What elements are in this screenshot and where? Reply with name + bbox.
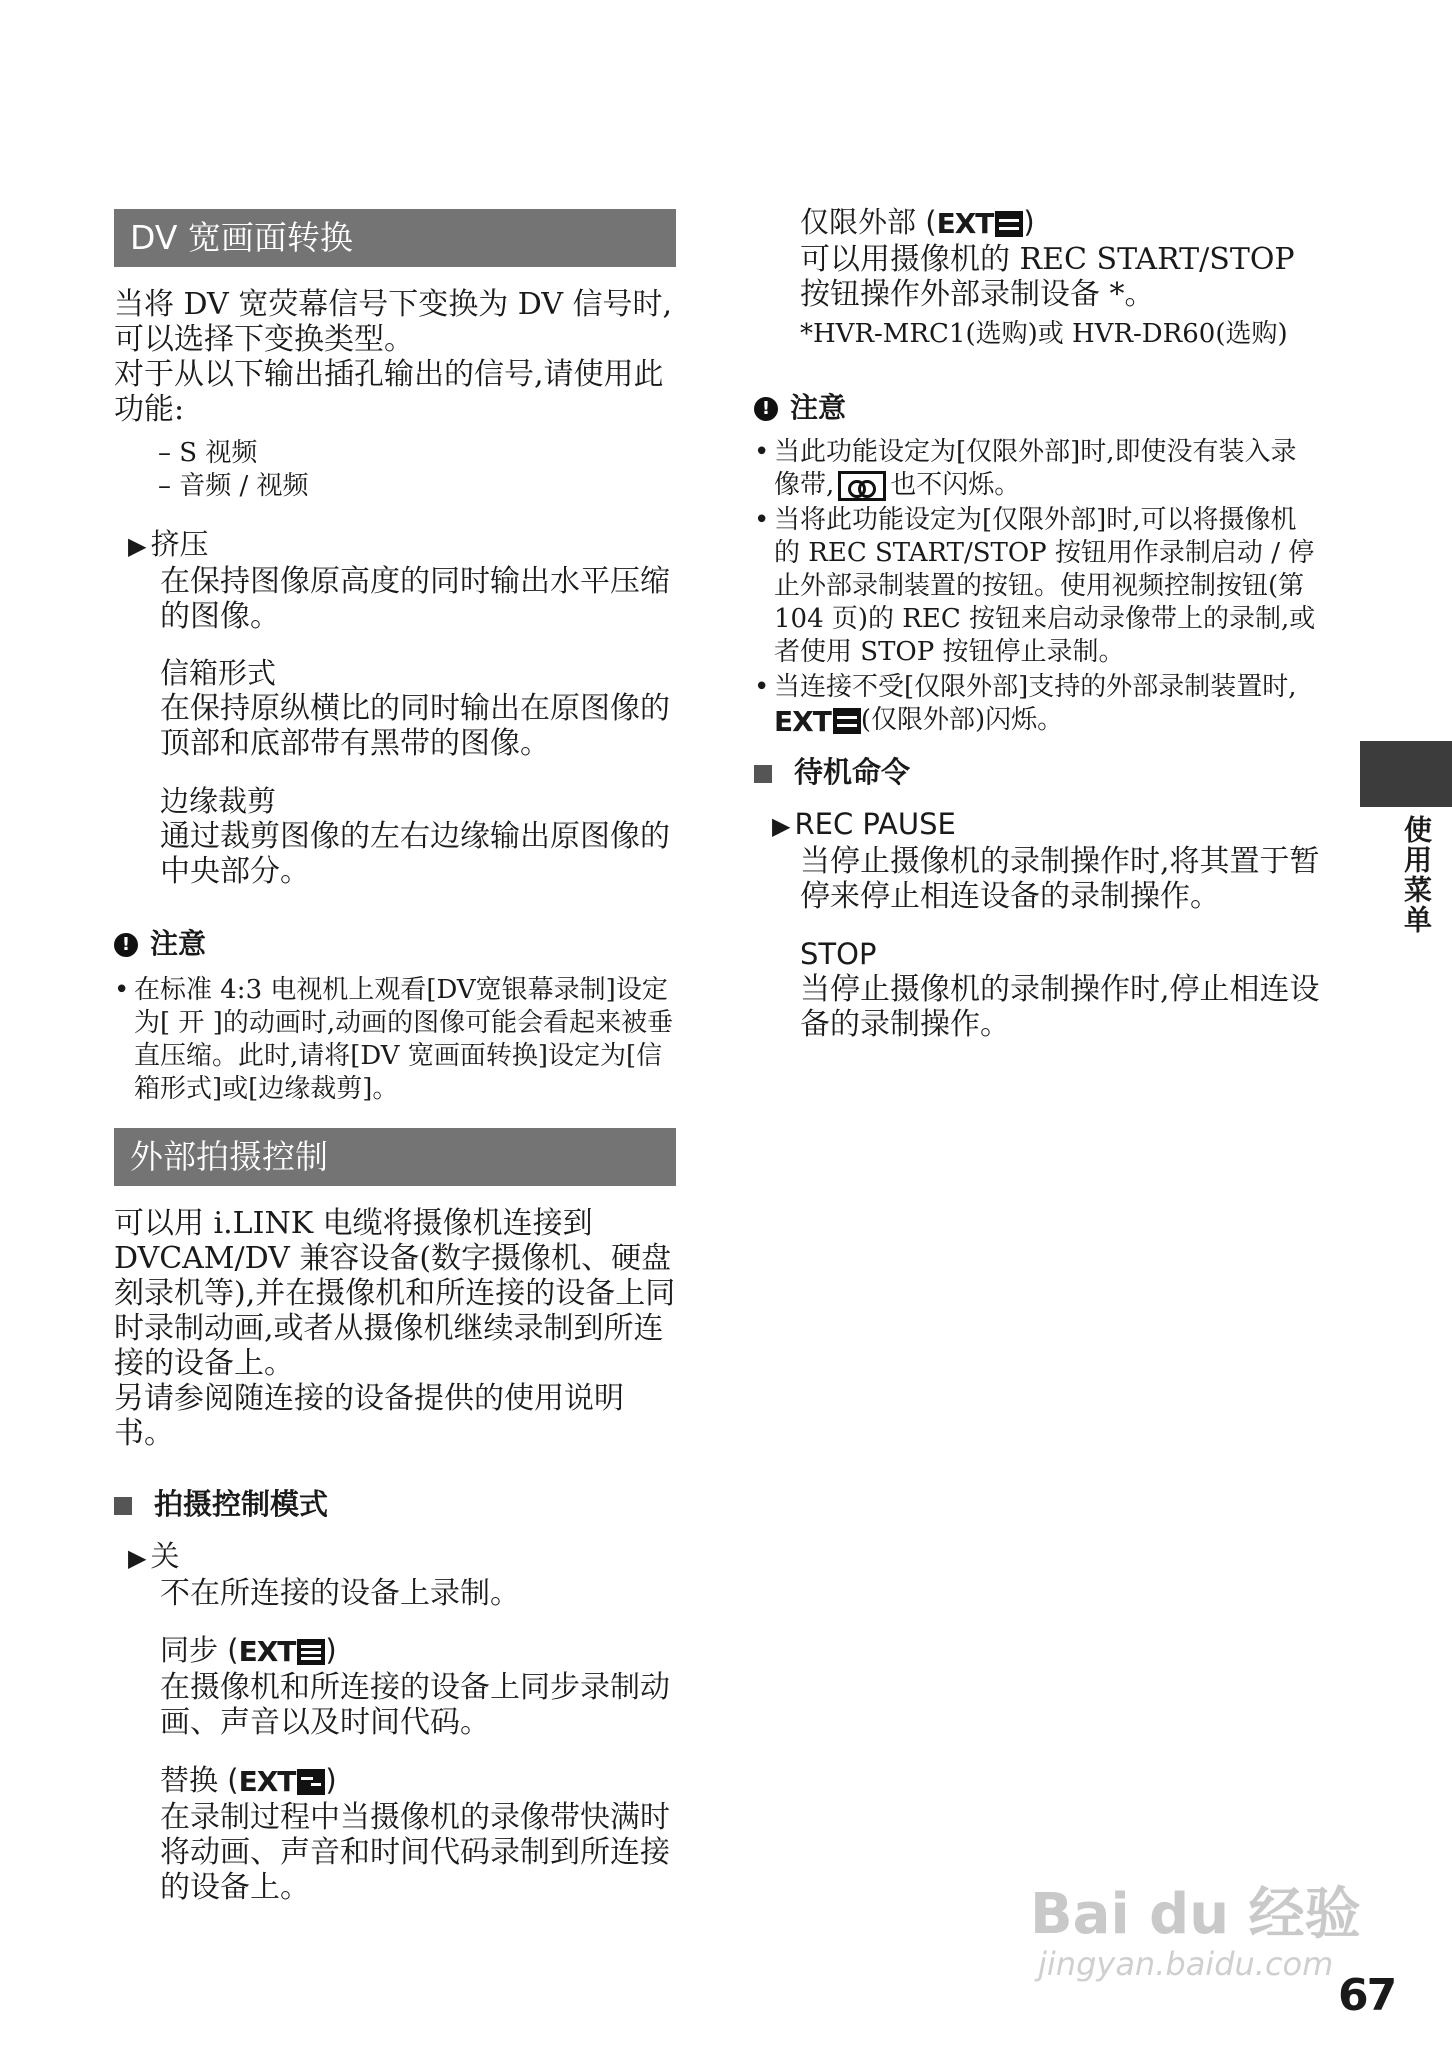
note-item: • 在标准 4:3 电视机上观看[DV宽银幕录制]设定为[ 开 ]的动画时,动画的图像可能会看起来被垂直压缩。此时,请将[DV 宽画面转换]设定为[信箱形式]或[边缘裁剪]。 — [114, 974, 676, 1106]
subsection-rec-control-mode — [114, 1482, 328, 1523]
output-item-s-video: – S 视频 — [158, 438, 258, 468]
square-bullet-icon — [754, 765, 772, 783]
option-title: 边缘裁剪 — [160, 784, 277, 818]
subsection-standby-command — [754, 750, 910, 791]
default-arrow-icon: ▶ — [772, 812, 791, 840]
square-bullet-icon — [114, 1497, 132, 1515]
ext-relay-icon: EXT — [239, 1764, 326, 1800]
option-description: 在保持图像原高度的同时输出水平压缩的图像。 — [160, 564, 670, 634]
caution-icon: ! — [114, 933, 138, 957]
ext-only-icon: EXT — [937, 206, 1024, 242]
subsection-title: 待机命令 — [794, 755, 911, 789]
page-number: 67 — [1338, 1970, 1396, 2021]
mode-description: 不在所连接的设备上录制。 — [160, 1576, 520, 1611]
mode-description: 可以用摄像机的 REC START/STOP 按钮操作外部录制设备 *。 — [800, 242, 1295, 312]
mode-title: 关 — [150, 1539, 180, 1573]
note-list — [754, 436, 1320, 738]
mode-synchro: 同步 ( EXT ) 在摄像机和所连接的设备上同步录制动画、声音以及时间代码。 — [160, 1632, 676, 1740]
default-arrow-icon: ▶ — [128, 1544, 147, 1572]
section-intro — [114, 1206, 676, 1451]
mode-description: 在摄像机和所连接的设备上同步录制动画、声音以及时间代码。 — [160, 1670, 670, 1740]
note-list — [114, 974, 676, 1106]
note-heading: 注意 — [790, 391, 847, 424]
mode-title: 替换 — [160, 1763, 219, 1797]
option-squeeze — [128, 526, 676, 634]
caution-icon: ! — [754, 397, 778, 421]
mode-title: 仅限外部 — [800, 205, 917, 239]
note-heading: 注意 — [150, 927, 207, 960]
chapter-tab — [1360, 741, 1452, 807]
command-stop — [800, 936, 1320, 1042]
watermark-brand: Bai du 经验 — [1030, 1882, 1361, 1947]
section-title-dv-wide-conversion: DV 宽画面转换 — [114, 209, 676, 267]
option-letterbox — [160, 655, 676, 761]
subsection-title: 拍摄控制模式 — [154, 1487, 329, 1521]
option-edge-crop — [160, 783, 676, 889]
default-arrow-icon: ▶ — [128, 532, 147, 560]
command-title: STOP — [800, 937, 877, 971]
option-description: 在保持原纵横比的同时输出在原图像的顶部和底部带有黑带的图像。 — [160, 691, 670, 761]
section-intro — [114, 287, 676, 427]
intro-paragraph-1: 当将 DV 宽荧幕信号下变换为 DV 信号时,可以选择下变换类型。 — [114, 287, 673, 357]
ext-only-icon: EXT — [774, 705, 861, 738]
command-description: 当停止摄像机的录制操作时,停止相连设备的录制操作。 — [800, 972, 1320, 1042]
intro-paragraph-2: 另请参阅随连接的设备提供的使用说明书。 — [114, 1381, 624, 1451]
mode-off — [128, 1538, 676, 1611]
command-rec-pause — [772, 806, 1320, 914]
note-item: • 当连接不受[仅限外部]支持的外部录制装置时, EXT (仅限外部)闪烁。 — [754, 671, 1320, 738]
note-item: • 当此功能设定为[仅限外部]时,即使没有装入录像带, 也不闪烁。 — [754, 436, 1320, 502]
option-description: 通过裁剪图像的左右边缘输出原图像的中央部分。 — [160, 819, 670, 889]
command-description: 当停止摄像机的录制操作时,将其置于暂停来停止相连设备的录制操作。 — [800, 844, 1320, 914]
option-title: 挤压 — [150, 527, 209, 561]
note-block-2 — [754, 386, 1320, 740]
mode-relay: 替换 ( EXT ) 在录制过程中当摄像机的录像带快满时将动画、声音和时间代码录制到所连接的设备上。 — [160, 1762, 676, 1905]
output-item-audio-video: – 音频 / 视频 — [158, 471, 309, 501]
intro-paragraph-2: 对于从以下输出插孔输出的信号,请使用此功能: — [114, 357, 664, 427]
cassette-icon — [838, 471, 886, 501]
option-title: 信箱形式 — [160, 656, 277, 690]
intro-paragraph-1: 可以用 i.LINK 电缆将摄像机连接到DVCAM/DV 兼容设备(数字摄像机、硬盘刻录机等),并在摄像机和所连接的设备上同时录制动画,或者从摄像机继续录制到所连接的设备上。 — [114, 1206, 676, 1381]
ext-sync-icon: EXT — [239, 1634, 326, 1670]
chapter-tab-label: 使用菜单 — [1400, 815, 1433, 935]
note-block-1 — [114, 922, 676, 1108]
mode-ext-only: 仅限外部 ( EXT ) 可以用摄像机的 REC START/STOP 按钮操作外部录制设备 *。 *HVR-MRC1(选购)或 HVR-DR60(选购) — [800, 204, 1320, 351]
footnote: *HVR-MRC1(选购)或 HVR-DR60(选购) — [800, 319, 1288, 349]
command-title: REC PAUSE — [794, 807, 956, 841]
watermark-url: jingyan.baidu.com — [1038, 1945, 1334, 1983]
mode-title: 同步 — [160, 1633, 219, 1667]
note-item: • 当将此功能设定为[仅限外部]时,可以将摄像机的 REC START/STOP 按钮用作录制启动 / 停止外部录制装置的按钮。使用视频控制按钮(第 104 页)的 REC 按钮来启动录像带上的录制,或者使用 STOP 按钮停止录制。 — [754, 504, 1320, 669]
output-list — [158, 437, 309, 503]
section-title-external-control: 外部拍摄控制 — [114, 1128, 676, 1186]
mode-description: 在录制过程中当摄像机的录像带快满时将动画、声音和时间代码录制到所连接的设备上。 — [160, 1800, 670, 1905]
